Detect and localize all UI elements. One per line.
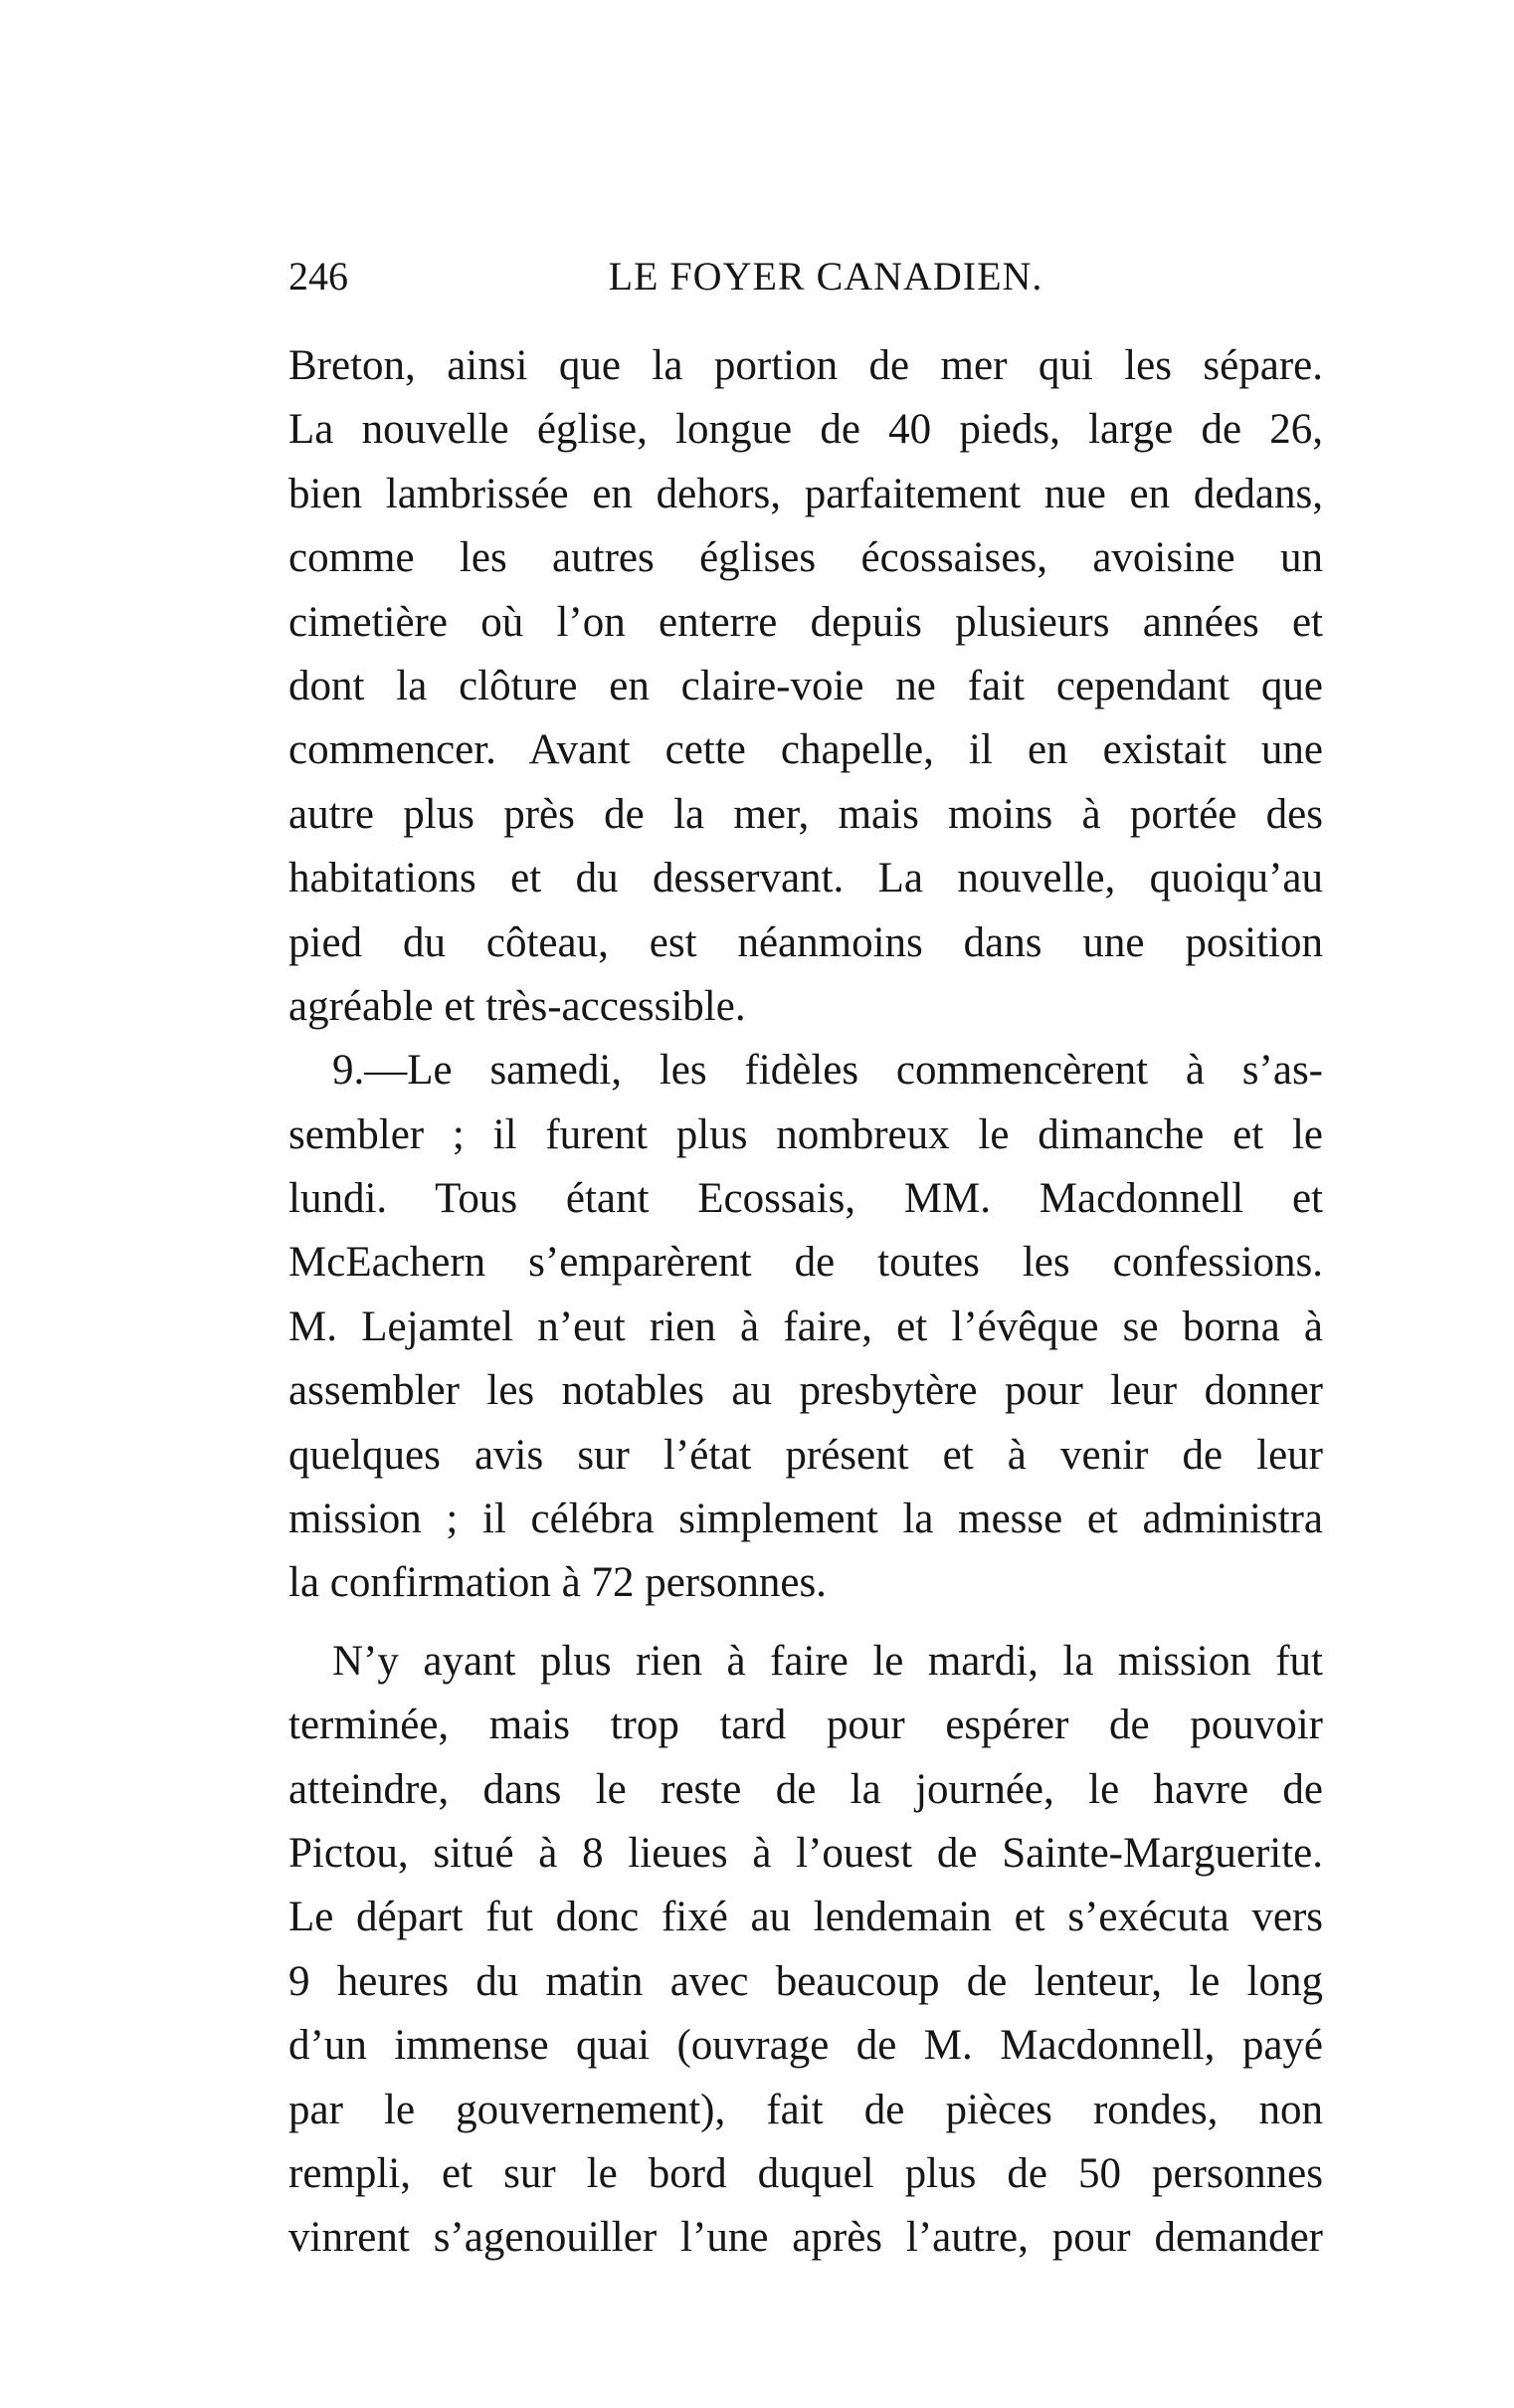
page-number: 246: [288, 254, 348, 299]
text-line: cimetière où l’on enterre depuis plusieurs années et: [288, 598, 1323, 646]
text-line: 9 heures du matin avec beaucoup de lenteur, le long: [288, 1957, 1323, 2005]
text-line: par le gouvernement), fait de pièces rondes, non: [288, 2086, 1323, 2133]
paragraph-gap: [288, 1616, 1323, 1630]
text-line: bien lambrissée en dehors, parfaitement nue en dedans,: [288, 470, 1323, 517]
text-line: N’y ayant plus rien à faire le mardi, la mission fut: [332, 1637, 1323, 1685]
text-line: habitations et du desservant. La nouvelle, quoiqu’au: [288, 855, 1323, 903]
text-line: lundi. Tous étant Ecossais, MM. Macdonnell et: [288, 1175, 1323, 1223]
text-line: atteindre, dans le reste de la journée, le havre de: [288, 1765, 1323, 1813]
paragraph-3: [288, 1630, 1323, 2271]
text-line: d’un immense quai (ouvrage de M. Macdonnell, payé: [288, 2022, 1323, 2070]
text-line: Pictou, situé à 8 lieues à l’ouest de Sainte-Marguerite.: [288, 1829, 1323, 1877]
text-line: La nouvelle église, longue de 40 pieds, large de 26,: [288, 406, 1323, 454]
text-line: assembler les notables au presbytère pour leur donner: [288, 1367, 1323, 1415]
text-line: autre plus près de la mer, mais moins à portée des: [288, 790, 1323, 838]
page-header: [288, 247, 1323, 306]
body-text: [288, 334, 1323, 2271]
text-line: Le départ fut donc fixé au lendemain et s’exécuta vers: [288, 1894, 1323, 1941]
text-line: la confirmation à 72 personnes.: [288, 1559, 827, 1607]
text-line: terminée, mais trop tard pour espérer de pouvoir: [288, 1702, 1323, 1749]
text-line: dont la clôture en claire-voie ne fait cependant que: [288, 662, 1323, 709]
text-line: Breton, ainsi que la portion de mer qui les sépare.: [288, 342, 1323, 389]
text-line: comme les autres églises écossaises, avoisine un: [288, 534, 1323, 582]
text-line: pied du côteau, est néanmoins dans une position: [288, 918, 1323, 966]
paragraph-2: [288, 1039, 1323, 1616]
text-line: McEachern s’emparèrent de toutes les confessions.: [288, 1239, 1323, 1287]
paragraph-1: [288, 334, 1323, 1039]
text-line: M. Lejamtel n’eut rien à faire, et l’évêque se borna à: [288, 1303, 1323, 1350]
text-line: commencer. Avant cette chapelle, il en existait une: [288, 726, 1323, 774]
text-line: sembler ; il furent plus nombreux le dimanche et le: [288, 1110, 1323, 1158]
running-title: LE FOYER CANADIEN.: [608, 254, 1043, 299]
text-line: vinrent s’agenouiller l’une après l’autre, pour demander: [288, 2214, 1323, 2262]
text-line: quelques avis sur l’état présent et à venir de leur: [288, 1431, 1323, 1479]
text-line: agréable et très-accessible.: [288, 982, 746, 1030]
text-line: 9.—Le samedi, les fidèles commencèrent à s’as-: [332, 1047, 1323, 1095]
text-line: rempli, et sur le bord duquel plus de 50 personnes: [288, 2149, 1323, 2197]
text-line: mission ; il célébra simplement la messe et administra: [288, 1496, 1323, 1543]
